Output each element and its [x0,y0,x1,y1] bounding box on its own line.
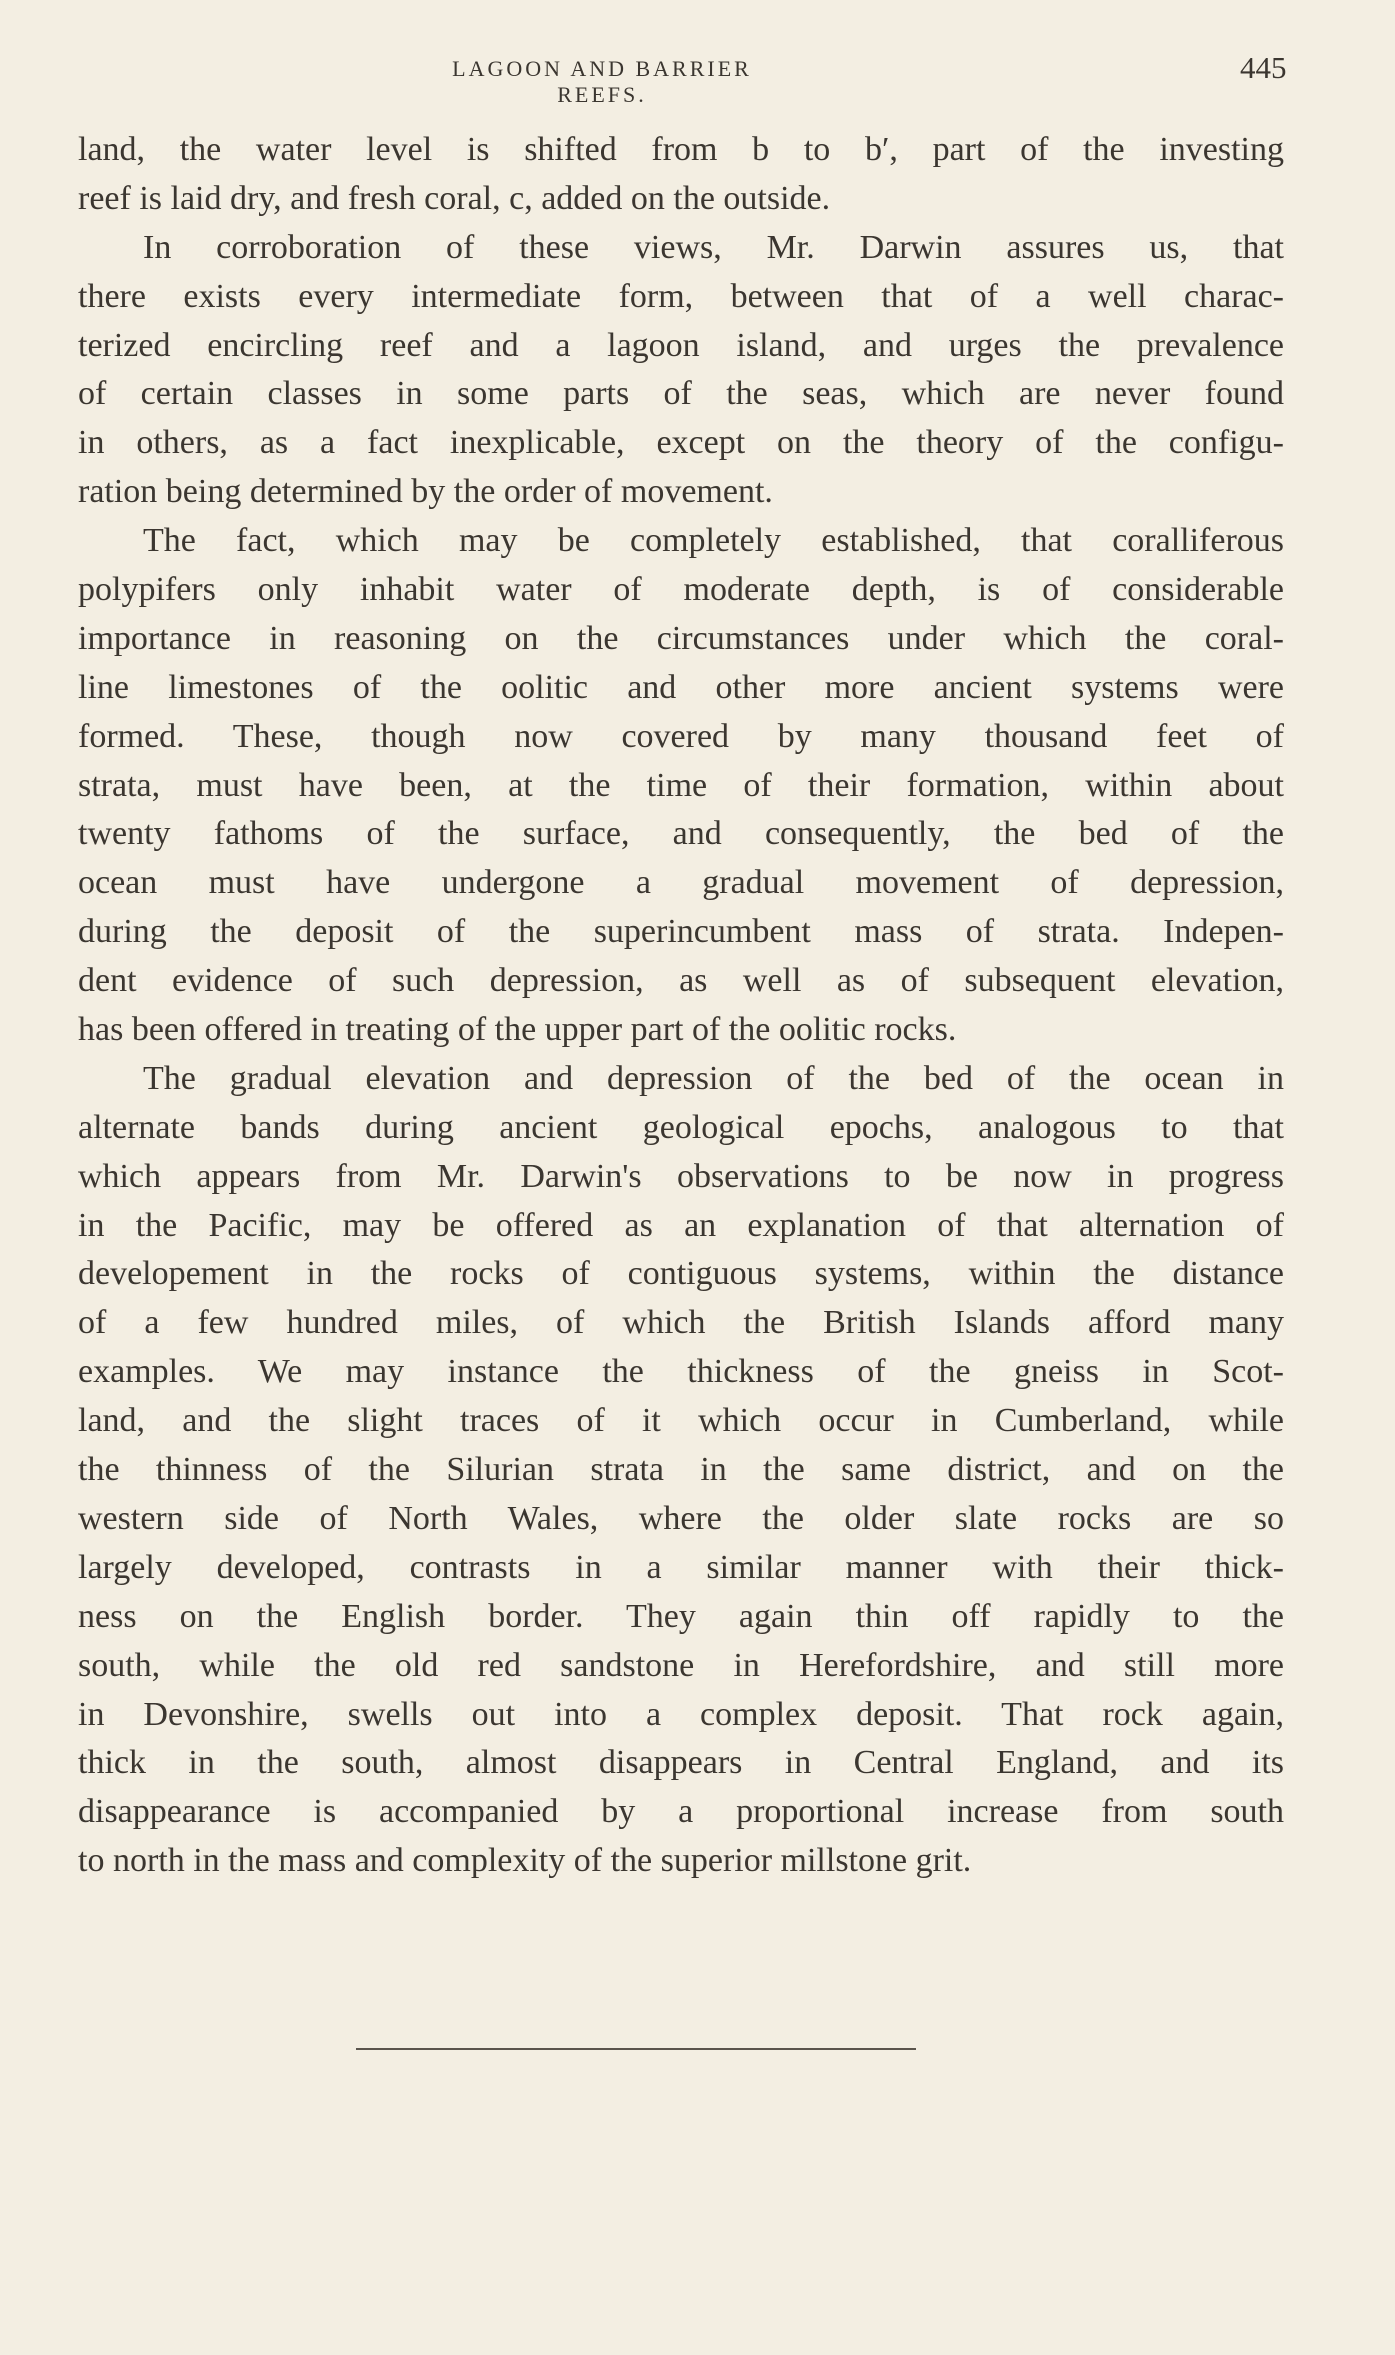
text-line: strata, must have been, at the time of their formation, within about [78,766,1284,804]
text-line: alternate bands during ancient geological epochs, analogous to that [78,1108,1284,1146]
text-line: to north in the mass and complexity of the superior millstone grit. [78,1842,972,1880]
text-line: developement in the rocks of contiguous systems, within the distance [78,1255,1284,1293]
running-head: LAGOON AND BARRIER REEFS. [452,56,752,107]
text-line: the thinness of the Silurian strata in the same district, and on the [78,1451,1284,1489]
text-line: of certain classes in some parts of the seas, which are never found [78,375,1284,413]
text-line: in the Pacific, may be offered as an explanation of that alternation of [78,1206,1284,1244]
text-line: examples. We may instance the thickness of the gneiss in Scot- [78,1353,1284,1391]
text-line: ration being determined by the order of movement. [78,473,773,511]
text-line: land, the water level is shifted from b to b′, part of the investing [78,131,1284,168]
page-number: 445 [1240,50,1287,85]
text-line: there exists every intermediate form, between that of a well charac- [78,277,1284,315]
paragraph [78,224,1284,517]
text-line: which appears from Mr. Darwin's observations to be now in progress [78,1157,1284,1195]
body-text [78,126,1284,1886]
paragraph [78,517,1284,1055]
paragraph [78,126,1284,224]
section-rule [356,2048,916,2050]
text-line: dent evidence of such depression, as well as of subsequent elevation, [78,962,1284,1000]
text-line: The fact, which may be completely established, that coralliferous [143,522,1284,560]
text-line: The gradual elevation and depression of the bed of the ocean in [143,1059,1284,1097]
text-line: twenty fathoms of the surface, and consequently, the bed of the [78,815,1284,853]
text-line: western side of North Wales, where the older slate rocks are so [78,1499,1284,1537]
text-line: polypifers only inhabit water of moderate depth, is of considerable [78,571,1284,609]
text-line: south, while the old red sandstone in Herefordshire, and still more [78,1646,1284,1684]
text-line: In corroboration of these views, Mr. Darwin assures us, that [143,228,1284,266]
text-line: disappearance is accompanied by a proportional increase from south [78,1793,1284,1831]
paragraph [78,1055,1284,1886]
text-line: thick in the south, almost disappears in Central England, and its [78,1744,1284,1782]
text-line: formed. These, though now covered by many thousand feet of [78,717,1284,755]
text-line: terized encircling reef and a lagoon island, and urges the prevalence [78,326,1284,364]
text-line: line limestones of the oolitic and other more ancient systems were [78,668,1284,706]
text-line: land, and the slight traces of it which occur in Cumberland, while [78,1402,1284,1440]
text-line: importance in reasoning on the circumstances under which the coral- [78,619,1284,657]
text-line: largely developed, contrasts in a similar manner with their thick- [78,1548,1284,1586]
text-line: in Devonshire, swells out into a complex deposit. That rock again, [78,1695,1284,1733]
text-line: ocean must have undergone a gradual movement of depression, [78,864,1284,902]
text-line: has been offered in treating of the upper part of the oolitic rocks. [78,1011,957,1049]
text-line: in others, as a fact inexplicable, except on the theory of the configu- [78,424,1284,462]
text-line: ness on the English border. They again thin off rapidly to the [78,1597,1284,1635]
text-line: during the deposit of the superincumbent mass of strata. Indepen- [78,913,1284,951]
text-line: of a few hundred miles, of which the British Islands afford many [78,1304,1284,1342]
page-header [0,50,1395,107]
text-line: reef is laid dry, and fresh coral, c, added on the outside. [78,179,831,217]
